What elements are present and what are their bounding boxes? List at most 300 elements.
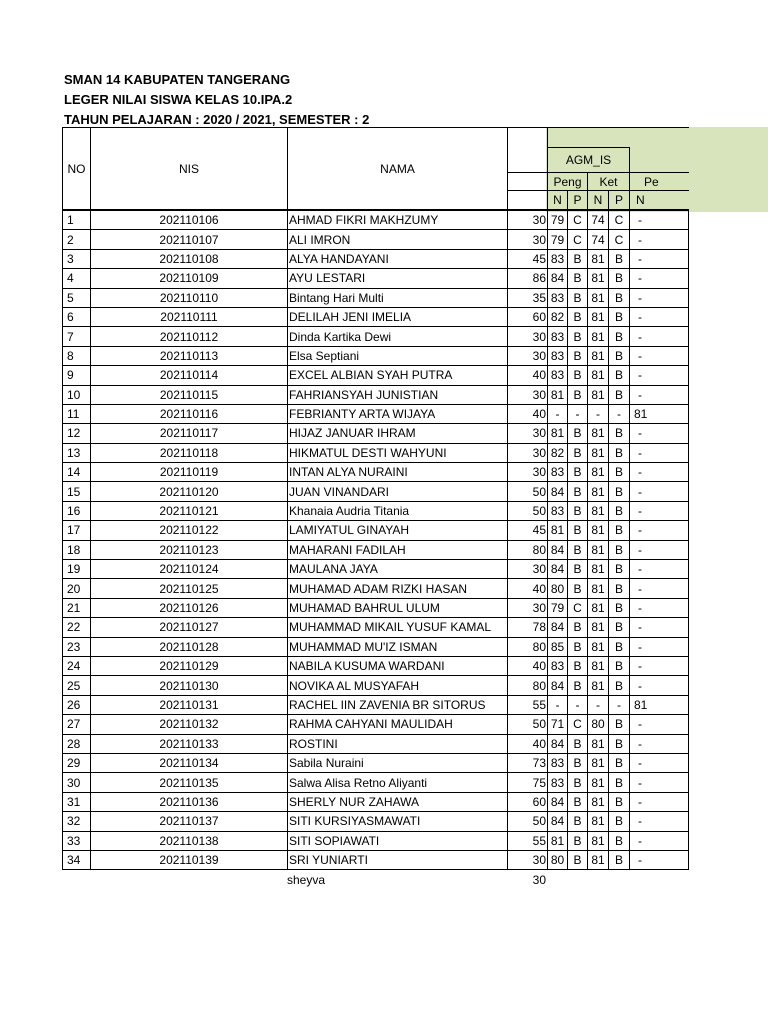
row-no: 13 (63, 443, 91, 462)
row-ket-p: B (609, 346, 630, 365)
row-peng-n: 79 (548, 211, 568, 230)
row-ket-n: 81 (588, 753, 609, 772)
row-nis: 202110137 (91, 812, 288, 831)
row-value: 55 (508, 831, 548, 850)
row-no: 28 (63, 734, 91, 753)
table-row (63, 269, 689, 288)
row-ket-n: 81 (588, 385, 609, 404)
row-peng-p: B (568, 656, 588, 675)
row-nis: 202110120 (91, 482, 288, 501)
row-nis: 202110127 (91, 618, 288, 637)
row-ket-p: B (609, 327, 630, 346)
row-nis: 202110133 (91, 734, 288, 753)
col-header-blank (508, 128, 548, 148)
table-row (63, 598, 689, 617)
row-no: 23 (63, 637, 91, 656)
row-ket-n: - (588, 404, 609, 423)
row-ket-n: 81 (588, 482, 609, 501)
row-peng-p: B (568, 676, 588, 695)
row-value: 45 (508, 521, 548, 540)
row-pe-n: - (630, 812, 689, 831)
row-no: 17 (63, 521, 91, 540)
row-nis: 202110138 (91, 831, 288, 850)
row-pe-n: - (630, 715, 689, 734)
row-peng-n: 84 (548, 560, 568, 579)
table-row (63, 463, 689, 482)
row-nama: AHMAD FIKRI MAKHZUMY (288, 211, 508, 230)
row-nama: SITI KURSIYASMAWATI (288, 812, 508, 831)
row-value: 45 (508, 249, 548, 268)
row-ket-n: 81 (588, 327, 609, 346)
row-pe-n: 81 (630, 695, 689, 714)
row-value: 30 (508, 463, 548, 482)
row-no: 2 (63, 230, 91, 249)
row-pe-n: - (630, 501, 689, 520)
row-value: 40 (508, 404, 548, 423)
row-no: 32 (63, 812, 91, 831)
row-ket-n: 81 (588, 307, 609, 326)
table-row (63, 734, 689, 753)
row-peng-p: B (568, 463, 588, 482)
table-row (63, 812, 689, 831)
row-no: 18 (63, 540, 91, 559)
row-ket-p: B (609, 618, 630, 637)
row-value: 50 (508, 812, 548, 831)
row-pe-n: - (630, 424, 689, 443)
row-peng-n: 83 (548, 773, 568, 792)
row-peng-p: B (568, 831, 588, 850)
row-pe-n: - (630, 521, 689, 540)
row-nama: AYU LESTARI (288, 269, 508, 288)
row-no: 7 (63, 327, 91, 346)
row-ket-p: B (609, 288, 630, 307)
row-value: 30 (508, 560, 548, 579)
row-value: 40 (508, 579, 548, 598)
row-peng-n: 84 (548, 540, 568, 559)
row-pe-n: - (630, 230, 689, 249)
row-peng-n: 84 (548, 812, 568, 831)
row-value: 40 (508, 734, 548, 753)
row-no: 27 (63, 715, 91, 734)
row-no: 34 (63, 850, 91, 869)
row-no: 1 (63, 211, 91, 230)
row-ket-p: B (609, 540, 630, 559)
row-pe-n: - (630, 637, 689, 656)
row-no: 6 (63, 307, 91, 326)
row-peng-p: B (568, 734, 588, 753)
row-nama: MUHAMMAD MU'IZ ISMAN (288, 637, 508, 656)
row-ket-n: 81 (588, 540, 609, 559)
row-peng-p: B (568, 792, 588, 811)
col-header-subject-group (548, 128, 689, 148)
table-row (63, 753, 689, 772)
row-peng-p: B (568, 443, 588, 462)
row-nama: FAHRIANSYAH JUNISTIAN (288, 385, 508, 404)
row-ket-p: B (609, 773, 630, 792)
row-peng-p: B (568, 307, 588, 326)
row-no: 4 (63, 269, 91, 288)
row-ket-n: 80 (588, 715, 609, 734)
row-nama: MUHAMAD ADAM RIZKI HASAN (288, 579, 508, 598)
row-pe-n: - (630, 249, 689, 268)
row-nama: NABILA KUSUMA WARDANI (288, 656, 508, 675)
row-no: 12 (63, 424, 91, 443)
row-nama: HIJAZ JANUAR IHRAM (288, 424, 508, 443)
row-ket-n: - (588, 695, 609, 714)
row-no: 25 (63, 676, 91, 695)
col-header-ket: Ket (588, 173, 630, 191)
row-no: 16 (63, 501, 91, 520)
row-peng-n: - (548, 404, 568, 423)
row-nis: 202110132 (91, 715, 288, 734)
row-ket-p: B (609, 792, 630, 811)
col-header-peng: Peng (548, 173, 588, 191)
row-ket-p: B (609, 676, 630, 695)
row-nama: Dinda Kartika Dewi (288, 327, 508, 346)
row-ket-n: 81 (588, 676, 609, 695)
col-header-next-subject (630, 148, 689, 173)
row-nama: NOVIKA AL MUSYAFAH (288, 676, 508, 695)
row-ket-p: B (609, 385, 630, 404)
row-value: 30 (508, 850, 548, 869)
row-nis: 202110111 (91, 307, 288, 326)
row-ket-p: B (609, 463, 630, 482)
row-no: 19 (63, 560, 91, 579)
row-pe-n: - (630, 211, 689, 230)
table-footer (62, 871, 688, 889)
row-ket-p: B (609, 307, 630, 326)
col-header-subject: AGM_IS (548, 148, 630, 173)
row-ket-p: B (609, 850, 630, 869)
row-ket-n: 81 (588, 501, 609, 520)
row-peng-p: B (568, 521, 588, 540)
row-peng-n: 83 (548, 501, 568, 520)
row-pe-n: - (630, 753, 689, 772)
row-peng-p: B (568, 501, 588, 520)
row-peng-n: 82 (548, 307, 568, 326)
row-nama: MUHAMAD BAHRUL ULUM (288, 598, 508, 617)
row-value: 50 (508, 501, 548, 520)
row-nis: 202110124 (91, 560, 288, 579)
row-peng-p: B (568, 753, 588, 772)
row-value: 30 (508, 327, 548, 346)
row-ket-p: B (609, 366, 630, 385)
school-name: SMAN 14 KABUPATEN TANGERANG (64, 72, 291, 87)
row-pe-n: - (630, 734, 689, 753)
row-nis: 202110108 (91, 249, 288, 268)
row-nama: RAHMA CAHYANI MAULIDAH (288, 715, 508, 734)
row-ket-p: B (609, 560, 630, 579)
row-pe-n: - (630, 269, 689, 288)
row-nis: 202110136 (91, 792, 288, 811)
table-row (63, 346, 689, 365)
row-nis: 202110135 (91, 773, 288, 792)
row-peng-n: 81 (548, 521, 568, 540)
row-nis: 202110126 (91, 598, 288, 617)
row-peng-p: B (568, 269, 588, 288)
table-row (63, 404, 689, 423)
table-row (63, 637, 689, 656)
row-peng-n: 81 (548, 831, 568, 850)
row-nis: 202110107 (91, 230, 288, 249)
row-no: 10 (63, 385, 91, 404)
row-ket-p: B (609, 501, 630, 520)
row-value: 30 (508, 385, 548, 404)
row-value: 80 (508, 637, 548, 656)
table-row (63, 443, 689, 462)
row-value: 55 (508, 695, 548, 714)
col-header-no: NO (63, 128, 91, 210)
row-nis: 202110109 (91, 269, 288, 288)
row-value: 80 (508, 540, 548, 559)
row-value: 30 (508, 211, 548, 230)
row-value: 73 (508, 753, 548, 772)
row-nis: 202110116 (91, 404, 288, 423)
row-peng-p: B (568, 773, 588, 792)
row-no: 22 (63, 618, 91, 637)
row-no: 31 (63, 792, 91, 811)
row-value: 40 (508, 656, 548, 675)
table-row (63, 327, 689, 346)
row-ket-n: 81 (588, 850, 609, 869)
row-nama: ALYA HANDAYANI (288, 249, 508, 268)
row-pe-n: - (630, 346, 689, 365)
footer-value: 30 (532, 873, 546, 887)
row-peng-p: - (568, 404, 588, 423)
row-nis: 202110113 (91, 346, 288, 365)
row-value: 50 (508, 482, 548, 501)
row-nama: MUHAMMAD MIKAIL YUSUF KAMAL (288, 618, 508, 637)
row-pe-n: - (630, 850, 689, 869)
row-peng-n: 81 (548, 385, 568, 404)
table-row (63, 211, 689, 230)
table-row (63, 579, 689, 598)
grade-table-header (62, 127, 689, 210)
row-no: 5 (63, 288, 91, 307)
row-value: 60 (508, 307, 548, 326)
row-nis: 202110115 (91, 385, 288, 404)
row-ket-p: B (609, 734, 630, 753)
row-ket-p: B (609, 598, 630, 617)
table-row (63, 773, 689, 792)
row-no: 8 (63, 346, 91, 365)
row-nama: Salwa Alisa Retno Aliyanti (288, 773, 508, 792)
row-value: 78 (508, 618, 548, 637)
row-nis: 202110121 (91, 501, 288, 520)
row-pe-n: - (630, 443, 689, 462)
row-pe-n: - (630, 579, 689, 598)
row-ket-n: 81 (588, 618, 609, 637)
row-value: 50 (508, 715, 548, 734)
col-header-nama: NAMA (288, 128, 508, 210)
row-pe-n: - (630, 540, 689, 559)
row-nis: 202110134 (91, 753, 288, 772)
row-ket-p: - (609, 404, 630, 423)
table-row (63, 521, 689, 540)
row-ket-p: B (609, 656, 630, 675)
row-nis: 202110130 (91, 676, 288, 695)
row-ket-p: B (609, 579, 630, 598)
row-nis: 202110122 (91, 521, 288, 540)
row-pe-n: - (630, 831, 689, 850)
row-nama: SRI YUNIARTI (288, 850, 508, 869)
col-header-nis: NIS (91, 128, 288, 210)
row-nis: 202110110 (91, 288, 288, 307)
table-row (63, 850, 689, 869)
row-pe-n: - (630, 385, 689, 404)
row-peng-n: 83 (548, 288, 568, 307)
row-no: 9 (63, 366, 91, 385)
row-nama: EXCEL ALBIAN SYAH PUTRA (288, 366, 508, 385)
table-row (63, 715, 689, 734)
col-header-pe: Pe (630, 173, 689, 191)
row-nis: 202110139 (91, 850, 288, 869)
row-peng-n: 83 (548, 463, 568, 482)
row-pe-n: - (630, 327, 689, 346)
row-peng-n: 84 (548, 482, 568, 501)
row-value: 75 (508, 773, 548, 792)
row-peng-p: C (568, 598, 588, 617)
row-no: 3 (63, 249, 91, 268)
row-ket-p: B (609, 715, 630, 734)
row-no: 33 (63, 831, 91, 850)
row-pe-n: - (630, 676, 689, 695)
row-ket-n: 81 (588, 598, 609, 617)
row-pe-n: - (630, 560, 689, 579)
row-nama: Khanaia Audria Titania (288, 501, 508, 520)
row-pe-n: - (630, 288, 689, 307)
row-ket-p: B (609, 249, 630, 268)
row-ket-n: 81 (588, 249, 609, 268)
row-value: 30 (508, 346, 548, 365)
row-no: 14 (63, 463, 91, 482)
row-ket-p: B (609, 443, 630, 462)
row-pe-n: 81 (630, 404, 689, 423)
row-pe-n: - (630, 773, 689, 792)
row-ket-n: 81 (588, 424, 609, 443)
table-row (63, 385, 689, 404)
row-peng-n: 80 (548, 579, 568, 598)
row-ket-n: 81 (588, 521, 609, 540)
row-ket-n: 81 (588, 656, 609, 675)
row-nis: 202110123 (91, 540, 288, 559)
row-ket-n: 81 (588, 443, 609, 462)
row-nama: Sabila Nuraini (288, 753, 508, 772)
row-no: 15 (63, 482, 91, 501)
row-ket-n: 81 (588, 560, 609, 579)
row-ket-p: B (609, 637, 630, 656)
academic-year: TAHUN PELAJARAN : 2020 / 2021, SEMESTER : 2 (64, 112, 370, 127)
row-ket-n: 74 (588, 211, 609, 230)
row-no: 26 (63, 695, 91, 714)
row-pe-n: - (630, 366, 689, 385)
row-no: 29 (63, 753, 91, 772)
row-peng-n: 83 (548, 366, 568, 385)
row-nis: 202110112 (91, 327, 288, 346)
row-nis: 202110129 (91, 656, 288, 675)
row-nis: 202110114 (91, 366, 288, 385)
row-peng-n: 82 (548, 443, 568, 462)
row-peng-n: 84 (548, 676, 568, 695)
row-nama: ROSTINI (288, 734, 508, 753)
document-title: LEGER NILAI SISWA KELAS 10.IPA.2 (64, 92, 293, 107)
row-peng-p: B (568, 812, 588, 831)
row-peng-n: 79 (548, 230, 568, 249)
row-peng-n: - (548, 695, 568, 714)
row-peng-p: C (568, 715, 588, 734)
row-peng-n: 83 (548, 753, 568, 772)
row-ket-p: B (609, 812, 630, 831)
row-nama: Elsa Septiani (288, 346, 508, 365)
row-no: 21 (63, 598, 91, 617)
row-value: 86 (508, 269, 548, 288)
row-ket-n: 81 (588, 831, 609, 850)
row-nis: 202110106 (91, 211, 288, 230)
grade-table-body (62, 210, 689, 870)
row-value: 40 (508, 366, 548, 385)
row-peng-p: B (568, 850, 588, 869)
table-row (63, 288, 689, 307)
col-header-ket-p: P (609, 191, 630, 210)
row-ket-n: 81 (588, 734, 609, 753)
table-row (63, 656, 689, 675)
row-peng-p: B (568, 366, 588, 385)
table-row (63, 501, 689, 520)
table-row (63, 424, 689, 443)
row-no: 24 (63, 656, 91, 675)
row-peng-p: - (568, 695, 588, 714)
row-pe-n: - (630, 618, 689, 637)
row-ket-n: 81 (588, 637, 609, 656)
row-peng-p: B (568, 618, 588, 637)
row-no: 11 (63, 404, 91, 423)
row-peng-n: 83 (548, 656, 568, 675)
row-ket-n: 81 (588, 773, 609, 792)
row-nis: 202110125 (91, 579, 288, 598)
row-nama: FEBRIANTY ARTA WIJAYA (288, 404, 508, 423)
row-nama: SITI SOPIAWATI (288, 831, 508, 850)
row-value: 30 (508, 424, 548, 443)
row-ket-n: 81 (588, 463, 609, 482)
table-row (63, 831, 689, 850)
table-row (63, 482, 689, 501)
document-header (64, 70, 369, 130)
row-peng-p: B (568, 385, 588, 404)
col-header-blank-3 (508, 173, 548, 191)
row-pe-n: - (630, 598, 689, 617)
row-nama: Bintang Hari Multi (288, 288, 508, 307)
table-row (63, 307, 689, 326)
col-header-peng-n: N (548, 191, 568, 210)
row-ket-n: 81 (588, 579, 609, 598)
row-no: 20 (63, 579, 91, 598)
row-ket-p: - (609, 695, 630, 714)
col-header-pe-n: N (630, 191, 689, 210)
table-row (63, 676, 689, 695)
row-peng-p: B (568, 579, 588, 598)
row-peng-n: 80 (548, 850, 568, 869)
row-nis: 202110118 (91, 443, 288, 462)
row-peng-n: 83 (548, 327, 568, 346)
row-pe-n: - (630, 482, 689, 501)
row-ket-n: 81 (588, 366, 609, 385)
row-nis: 202110131 (91, 695, 288, 714)
row-peng-n: 71 (548, 715, 568, 734)
table-row (63, 540, 689, 559)
row-ket-n: 81 (588, 346, 609, 365)
row-ket-n: 81 (588, 288, 609, 307)
table-row (63, 695, 689, 714)
